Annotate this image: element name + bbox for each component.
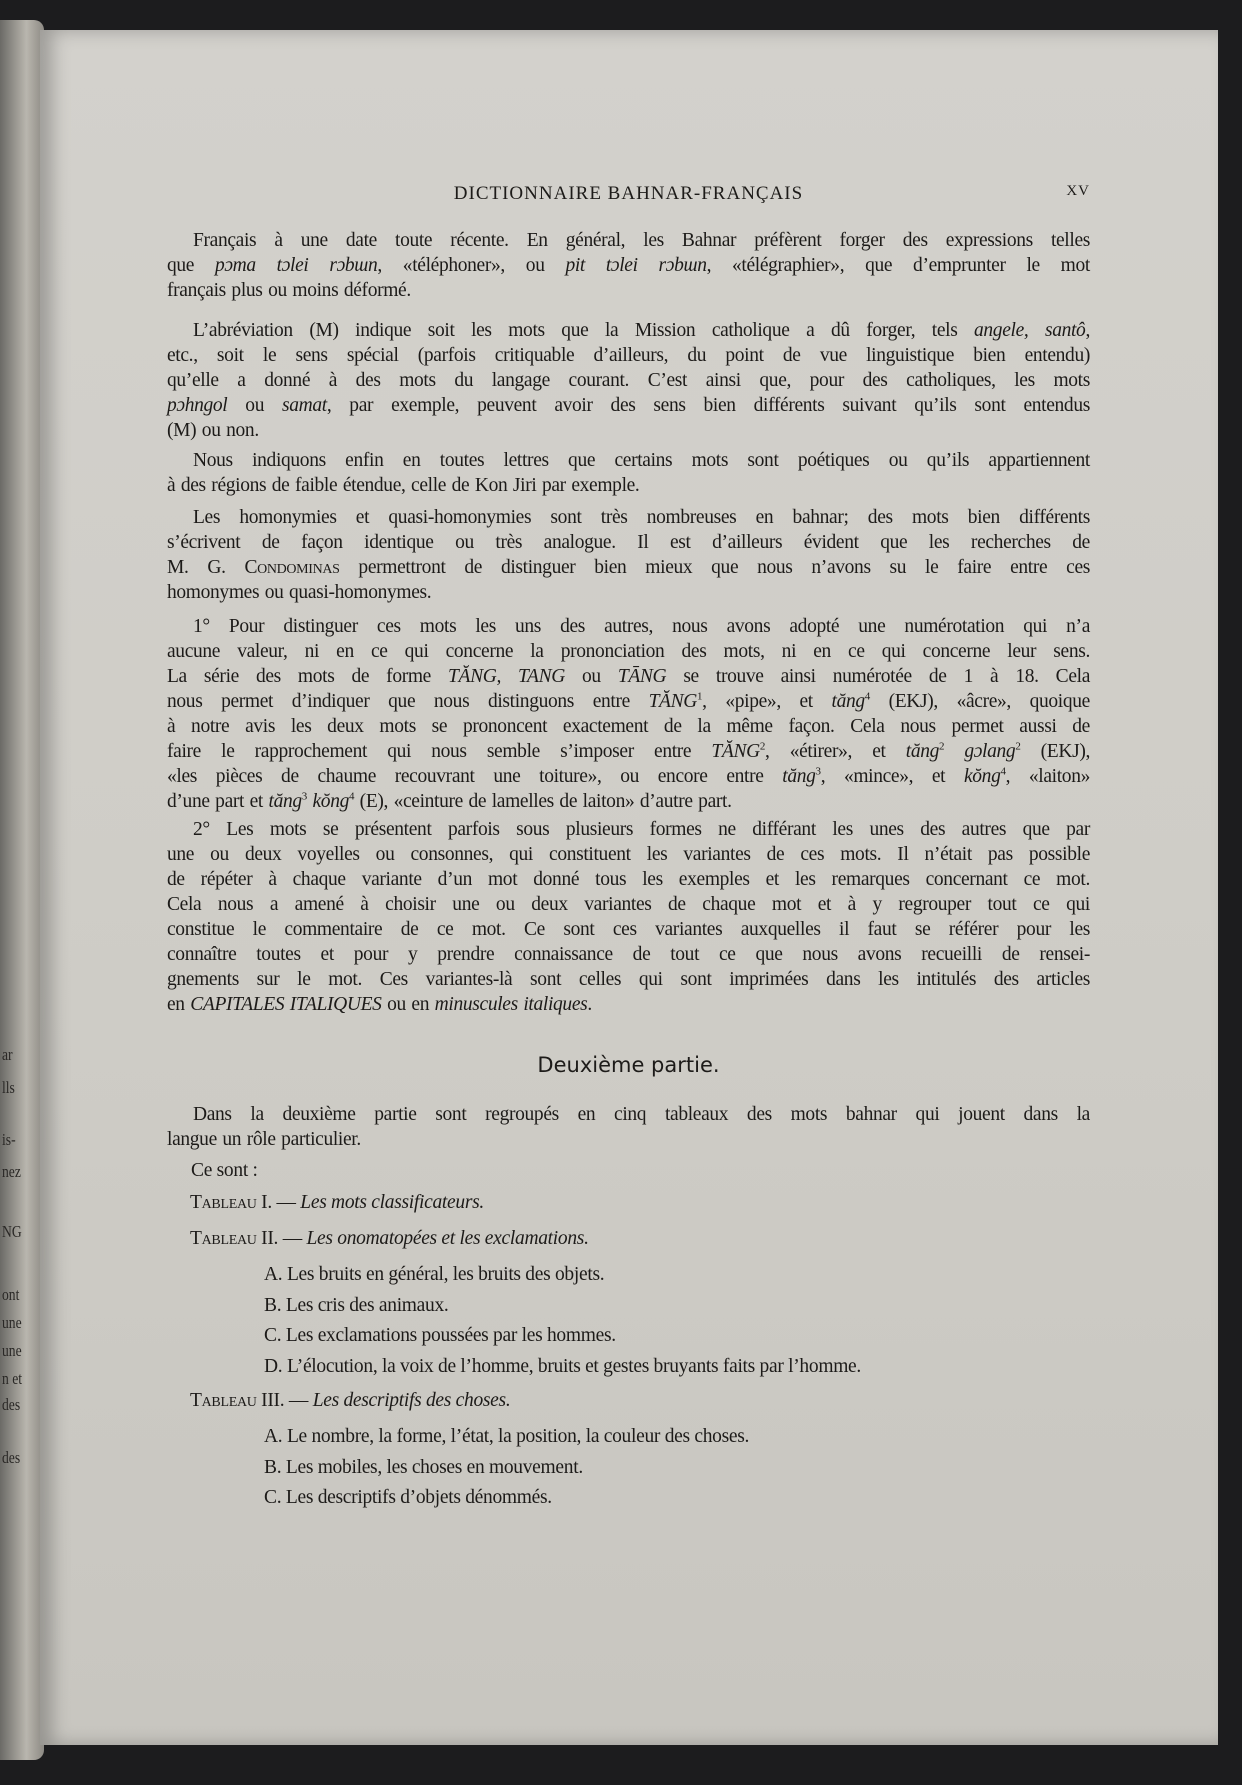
italic-text: kŏng bbox=[963, 766, 1001, 787]
subitem-letter: D. bbox=[264, 1355, 287, 1377]
previous-page-fragment: une bbox=[2, 1313, 22, 1332]
header-title: DICTIONNAIRE BAHNAR-FRANÇAIS bbox=[453, 183, 804, 204]
text-line: Dans la deuxième partie sont regroupés en cinq tableaux des mots bahnar qui jouent dans la bbox=[193, 1104, 1090, 1125]
superscript-number: 1 bbox=[697, 690, 703, 703]
text-line: Nous indiquons enfin en toutes lettres que certains mots sont poétiques ou qu’ils appartiennent bbox=[193, 450, 1090, 471]
table-label: Tableau II. bbox=[190, 1228, 279, 1249]
previous-page-fragment: ont bbox=[2, 1285, 20, 1304]
subitem-letter: A. bbox=[264, 1426, 287, 1447]
subitem-text: L’élocution, la voix de l’homme, bruits et gestes bruyants faits par l’homme. bbox=[286, 1355, 861, 1377]
ce-sont-label: Ce sont : bbox=[191, 1160, 258, 1181]
table-subitem bbox=[264, 1325, 616, 1347]
previous-page-fragment: nez bbox=[2, 1162, 21, 1181]
italic-text: tăng bbox=[831, 691, 865, 712]
small-caps-name: Condominas bbox=[244, 557, 340, 578]
italic-text: tăng bbox=[268, 791, 302, 812]
superscript-number: 2 bbox=[939, 740, 945, 753]
text-line: «les pièces de chaume recouvrant une toiture», ou encore entre tăng$^3$, «mince», et kŏng$^4$, «laiton» bbox=[167, 765, 1090, 787]
previous-page-fragment: is- bbox=[2, 1130, 16, 1149]
superscript-number: 2 bbox=[759, 740, 766, 753]
subitem-text: Le nombre, la forme, l’état, la position, la couleur des choses. bbox=[286, 1426, 750, 1447]
previous-page-fragment: ar bbox=[2, 1045, 13, 1064]
previous-page-fragment: lls bbox=[2, 1078, 15, 1097]
text-line: Les homonymies et quasi-homonymies sont très nombreuses en bahnar; des mots bien différents bbox=[193, 507, 1090, 528]
subitem-text: Les cris des animaux. bbox=[285, 1294, 449, 1316]
paragraph bbox=[167, 817, 1090, 1017]
table-subitem bbox=[264, 1487, 552, 1509]
section-heading: Deuxième partie. bbox=[537, 1053, 720, 1077]
text-line: Français à une date toute récente. En général, les Bahnar préfèrent forger des expressions telles bbox=[193, 230, 1090, 251]
subitem-text: Les bruits en général, les bruits des objets. bbox=[286, 1264, 605, 1285]
previous-page-fragment: NG bbox=[2, 1222, 22, 1241]
previous-page-fragment: des bbox=[2, 1448, 21, 1467]
text-line: faire le rapprochement qui nous semble s’imposer entre TĂNG$^2$, «étirer», et tăng$^2$ gɔlang$^2$ (EKJ), bbox=[167, 740, 1090, 762]
superscript-number: 3 bbox=[815, 765, 821, 778]
superscript-number: 4 bbox=[864, 690, 870, 703]
paragraph bbox=[167, 448, 1090, 498]
table-title: Les onomatopées et les exclamations. bbox=[306, 1228, 589, 1249]
text-line: que pɔma tɔlei rɔbɯn, «téléphoner», ou pit tɔlei rɔbɯn, «télégraphier», que d’emprunter le mot bbox=[167, 255, 1090, 276]
table-subitem bbox=[264, 1426, 749, 1448]
italic-text: TĂNG bbox=[711, 741, 760, 762]
table-title: Les descriptifs des choses. bbox=[312, 1390, 511, 1411]
text-line: homonymes ou quasi-homonymes. bbox=[167, 582, 432, 603]
paragraph bbox=[167, 614, 1090, 814]
previous-page-fragment: des bbox=[2, 1395, 21, 1414]
italic-text: angele, santô bbox=[974, 320, 1086, 341]
text-line: (M) ou non. bbox=[167, 420, 259, 441]
text-line: gnements sur le mot. Ces variantes-là sont celles qui sont imprimées dans les intitulés des articles bbox=[167, 969, 1090, 990]
previous-page-fragment: n et bbox=[2, 1369, 23, 1388]
text-line: français plus ou moins déformé. bbox=[167, 280, 411, 301]
table-entry bbox=[190, 1228, 589, 1250]
italic-text: pɔhngol bbox=[167, 395, 228, 416]
em-dash: — bbox=[278, 1228, 307, 1249]
table-label: Tableau I. bbox=[190, 1192, 272, 1213]
italic-text: minuscules italiques bbox=[434, 994, 588, 1015]
paragraph bbox=[167, 228, 1090, 303]
subitem-letter: B. bbox=[264, 1294, 286, 1316]
italic-text: TĂNG, TANG bbox=[448, 666, 565, 687]
text-line: Cela nous a amené à choisir une ou deux variantes de chaque mot et à y regrouper tout ce qui bbox=[167, 894, 1090, 915]
text-line: qu’elle a donné à des mots du langage courant. C’est ainsi que, pour des catholiques, les mots bbox=[167, 370, 1090, 391]
subitem-text: Les mobiles, les choses en mouvement. bbox=[285, 1456, 583, 1478]
text-line: M. G. Condominas permettront de distinguer bien mieux que nous n’avons su le faire entre ces bbox=[167, 557, 1090, 578]
section-intro bbox=[167, 1102, 1090, 1152]
text-line: d’une part et tăng$^3$ kŏng$^4$ (E), «ceinture de lamelles de laiton» d’autre part. bbox=[167, 790, 732, 812]
italic-text: tăng bbox=[905, 741, 940, 762]
text-line: à notre avis les deux mots se prononcent exactement de la même façon. Cela nous permet aussi de bbox=[167, 716, 1090, 737]
text-line: une ou deux voyelles ou consonnes, qui constituent les variantes de ces mots. Il n’était pas possible bbox=[167, 844, 1090, 865]
table-label: Tableau III. bbox=[190, 1390, 285, 1411]
em-dash: — bbox=[284, 1390, 313, 1411]
italic-text: TĂNG bbox=[648, 691, 698, 712]
text-line: nous permet d’indiquer que nous distinguons entre TĂNG$^1$, «pipe», et tăng$^4$ (EKJ), «âcre», quoique bbox=[167, 690, 1090, 712]
table-subitem bbox=[264, 1295, 449, 1317]
subitem-text: Les exclamations poussées par les hommes. bbox=[285, 1325, 616, 1346]
table-subitem bbox=[264, 1457, 583, 1479]
superscript-number: 3 bbox=[301, 790, 307, 803]
previous-page-fragment: une bbox=[2, 1341, 22, 1360]
text-line: etc., soit le sens spécial (parfois critiquable d’ailleurs, du point de vue linguistique bien entendu) bbox=[167, 345, 1090, 366]
text-line: constitue le commentaire de ce mot. Ce sont ces variantes auxquelles il faut se référer pour les bbox=[167, 919, 1090, 940]
subitem-text: Les descriptifs d’objets dénommés. bbox=[285, 1487, 552, 1508]
text-line: à des régions de faible étendue, celle de Kon Jiri par exemple. bbox=[167, 475, 640, 496]
text-line: s’écrivent de façon identique ou très analogue. Il est d’ailleurs évident que les recherches de bbox=[167, 532, 1090, 553]
table-subitem bbox=[264, 1356, 861, 1378]
paragraph bbox=[167, 318, 1090, 443]
italic-text: kŏng bbox=[312, 791, 349, 812]
text-line: La série des mots de forme TĂNG, TANG ou TĀNG se trouve ainsi numérotée de 1 à 18. Cela bbox=[167, 666, 1090, 687]
superscript-number: 2 bbox=[1015, 740, 1021, 753]
subitem-letter: C. bbox=[264, 1487, 286, 1508]
italic-text: pɔma tɔlei rɔbɯn bbox=[214, 255, 378, 276]
running-header bbox=[167, 183, 1090, 205]
table-title: Les mots classificateurs. bbox=[300, 1192, 485, 1213]
subitem-letter: A. bbox=[264, 1264, 287, 1285]
italic-text: tăng bbox=[782, 766, 816, 787]
page-number: XV bbox=[1066, 183, 1090, 199]
em-dash: — bbox=[271, 1192, 301, 1213]
table-entry bbox=[190, 1192, 484, 1214]
italic-text: CAPITALES ITALIQUES bbox=[190, 994, 382, 1015]
text-line: connaître toutes et pour y prendre connaissance de tout ce que nous avons recueilli de rensei- bbox=[167, 944, 1090, 965]
previous-page-edge bbox=[0, 20, 44, 1760]
text-line: de répéter à chaque variante d’un mot donné tous les exemples et les remarques concernant ce mot. bbox=[167, 869, 1090, 890]
text-line: 2° Les mots se présentent parfois sous plusieurs formes ne différant les unes des autres que par bbox=[193, 819, 1090, 840]
italic-text: TĀNG bbox=[617, 666, 667, 687]
text-line: L’abréviation (M) indique soit les mots que la Mission catholique a dû forger, tels angele, santô, bbox=[193, 320, 1090, 341]
subitem-letter: C. bbox=[264, 1325, 286, 1346]
table-subitem bbox=[264, 1264, 604, 1286]
table-entry bbox=[190, 1390, 510, 1412]
superscript-number: 4 bbox=[1000, 765, 1006, 778]
superscript-number: 4 bbox=[349, 790, 355, 803]
text-line: pɔhngol ou samat, par exemple, peuvent avoir des sens bien différents suivant qu’ils sont entendus bbox=[167, 395, 1090, 416]
italic-text: pit tɔlei rɔbɯn bbox=[565, 255, 707, 276]
subitem-letter: B. bbox=[264, 1456, 286, 1478]
paragraph bbox=[167, 505, 1090, 605]
italic-text: samat bbox=[282, 395, 327, 416]
text-line: langue un rôle particulier. bbox=[167, 1129, 361, 1150]
text-line: 1° Pour distinguer ces mots les uns des autres, nous avons adopté une numérotation qui n’a bbox=[193, 616, 1090, 637]
text-line: aucune valeur, ni en ce qui concerne la prononciation des mots, ni en ce qui concerne leur sens. bbox=[167, 641, 1090, 662]
text-line: en CAPITALES ITALIQUES ou en minuscules italiques. bbox=[167, 994, 592, 1015]
italic-text: gɔlang bbox=[964, 741, 1016, 762]
